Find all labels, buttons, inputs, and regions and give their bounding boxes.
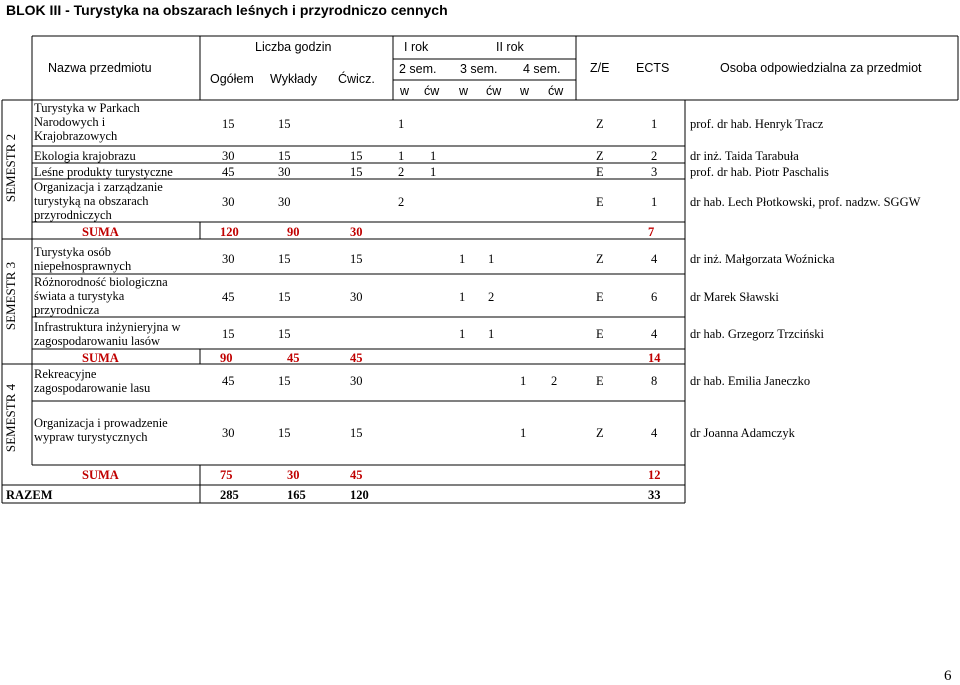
course-wyklady: 15 [278, 149, 291, 163]
sum-cwicz: 45 [350, 468, 363, 482]
course-ects: 6 [651, 290, 658, 304]
course-cwicz: 15 [350, 149, 363, 163]
sum-ogolem: 75 [220, 468, 233, 482]
course-name: Turystyka osób niepełnosprawnych [34, 245, 132, 273]
total-label: RAZEM [6, 488, 53, 502]
course-cwicz: 15 [350, 252, 363, 266]
course-ze: E [596, 290, 604, 304]
semester-label-3: SEMESTR 3 [3, 261, 18, 331]
sum-wyklady: 45 [287, 351, 300, 365]
course-osoba: dr Joanna Adamczyk [690, 426, 795, 440]
header-w1: w [400, 84, 410, 98]
course-ogolem: 30 [222, 426, 235, 440]
course-name: Turystyka w Parkach Narodowych i Krajobrazowych [34, 101, 140, 143]
header-w2: w [459, 84, 469, 98]
course-wyklady: 15 [278, 327, 291, 341]
course-ects: 1 [651, 195, 658, 209]
header-sem2: 2 sem. [399, 62, 437, 76]
header-ects: ECTS [636, 61, 670, 75]
sum-wyklady: 30 [287, 468, 300, 482]
page-number: 6 [944, 668, 952, 684]
course-osoba: dr hab. Lech Płotkowski, prof. nadzw. SGGW [690, 195, 921, 209]
header-i-rok: I rok [404, 40, 429, 54]
course-s3w: 1 [459, 290, 466, 304]
sum-label: SUMA [82, 225, 119, 239]
course-ogolem: 15 [222, 117, 235, 131]
header-w3: w [520, 84, 530, 98]
header-sem4: 4 sem. [523, 62, 561, 76]
course-ects: 1 [651, 117, 658, 131]
total-wyklady: 165 [287, 488, 306, 502]
sum-cwicz: 45 [350, 351, 363, 365]
course-ze: Z [596, 149, 604, 163]
course-ects: 4 [651, 426, 658, 440]
course-osoba: dr Marek Sławski [690, 290, 779, 304]
total-ogolem: 285 [220, 488, 239, 502]
course-name: Leśne produkty turystyczne [34, 165, 173, 179]
course-osoba: dr inż. Małgorzata Woźnicka [690, 252, 835, 266]
header-ze: Z/E [590, 61, 610, 75]
course-wyklady: 15 [278, 252, 291, 266]
course-ogolem: 15 [222, 327, 235, 341]
header-cwicz: Ćwicz. [338, 72, 375, 86]
sum-ects: 12 [648, 468, 661, 482]
course-ze: Z [596, 426, 604, 440]
course-s3c: 2 [488, 290, 495, 304]
course-ze: E [596, 195, 604, 209]
course-ogolem: 45 [222, 165, 235, 179]
total-cwicz: 120 [350, 488, 369, 502]
course-ogolem: 30 [222, 252, 235, 266]
page-title: BLOK III - Turystyka na obszarach leśnych i przyrodniczo cennych [6, 2, 448, 18]
course-s3w: 1 [459, 252, 466, 266]
course-ze: Z [596, 252, 604, 266]
course-name: Organizacja i prowadzenie wypraw turystycznych [34, 416, 168, 444]
course-s3w: 1 [459, 327, 466, 341]
course-ze: E [596, 165, 604, 179]
course-ects: 2 [651, 149, 658, 163]
sum-ects: 7 [648, 225, 655, 239]
course-s2w: 2 [398, 195, 405, 209]
course-ogolem: 30 [222, 149, 235, 163]
course-s4w: 1 [520, 426, 527, 440]
course-s4c: 2 [551, 374, 558, 388]
header-wyklady: Wykłady [270, 72, 318, 86]
course-name: Różnorodność biologiczna świata a turystyka przyrodnicza [34, 275, 168, 317]
course-ogolem: 45 [222, 290, 235, 304]
course-name: Rekreacyjne zagospodarowanie lasu [34, 367, 151, 395]
course-cwicz: 30 [350, 374, 363, 388]
header-ogolem: Ogółem [210, 72, 254, 86]
course-osoba: prof. dr hab. Piotr Paschalis [690, 165, 829, 179]
sum-label: SUMA [82, 351, 119, 365]
course-osoba: prof. dr hab. Henryk Tracz [690, 117, 824, 131]
header-cw1: ćw [424, 84, 440, 98]
sum-ects: 14 [648, 351, 661, 365]
total-ects: 33 [648, 488, 661, 502]
course-cwicz: 15 [350, 426, 363, 440]
course-name: Organizacja i zarządzanie turystyką na obszarach przyrodniczych [34, 180, 163, 222]
course-ze: E [596, 374, 604, 388]
semester-label-4: SEMESTR 4 [3, 383, 18, 453]
header-liczba-godzin: Liczba godzin [255, 40, 332, 54]
course-osoba: dr hab. Emilia Janeczko [690, 374, 811, 388]
sum-wyklady: 90 [287, 225, 300, 239]
header-ii-rok: II rok [496, 40, 524, 54]
header-osoba: Osoba odpowiedzialna za przedmiot [720, 61, 922, 75]
course-ects: 4 [651, 327, 658, 341]
course-s2w: 1 [398, 149, 405, 163]
course-name: Infrastruktura inżynieryjna w zagospodarowaniu lasów [34, 320, 181, 348]
course-ogolem: 30 [222, 195, 235, 209]
course-name: Ekologia krajobrazu [34, 149, 136, 163]
course-wyklady: 30 [278, 165, 291, 179]
course-wyklady: 15 [278, 290, 291, 304]
course-ze: Z [596, 117, 604, 131]
course-wyklady: 15 [278, 426, 291, 440]
header-sem3: 3 sem. [460, 62, 498, 76]
course-s4w: 1 [520, 374, 527, 388]
course-ects: 4 [651, 252, 658, 266]
sum-ogolem: 90 [220, 351, 233, 365]
semester-label-2: SEMESTR 2 [3, 133, 18, 203]
course-ects: 3 [651, 165, 658, 179]
course-cwicz: 30 [350, 290, 363, 304]
course-s3c: 1 [488, 252, 495, 266]
course-s2w: 2 [398, 165, 405, 179]
course-s3c: 1 [488, 327, 495, 341]
header-nazwa: Nazwa przedmiotu [48, 61, 152, 75]
course-osoba: dr hab. Grzegorz Trzciński [690, 327, 824, 341]
course-ogolem: 45 [222, 374, 235, 388]
course-s2c: 1 [430, 149, 437, 163]
header-cw3: ćw [548, 84, 564, 98]
course-s2w: 1 [398, 117, 405, 131]
course-osoba: dr inż. Taida Tarabuła [690, 149, 799, 163]
course-cwicz: 15 [350, 165, 363, 179]
course-ze: E [596, 327, 604, 341]
course-wyklady: 30 [278, 195, 291, 209]
course-ects: 8 [651, 374, 658, 388]
sum-ogolem: 120 [220, 225, 239, 239]
course-wyklady: 15 [278, 374, 291, 388]
sum-label: SUMA [82, 468, 119, 482]
header-cw2: ćw [486, 84, 502, 98]
course-s2c: 1 [430, 165, 437, 179]
sum-cwicz: 30 [350, 225, 363, 239]
course-wyklady: 15 [278, 117, 291, 131]
